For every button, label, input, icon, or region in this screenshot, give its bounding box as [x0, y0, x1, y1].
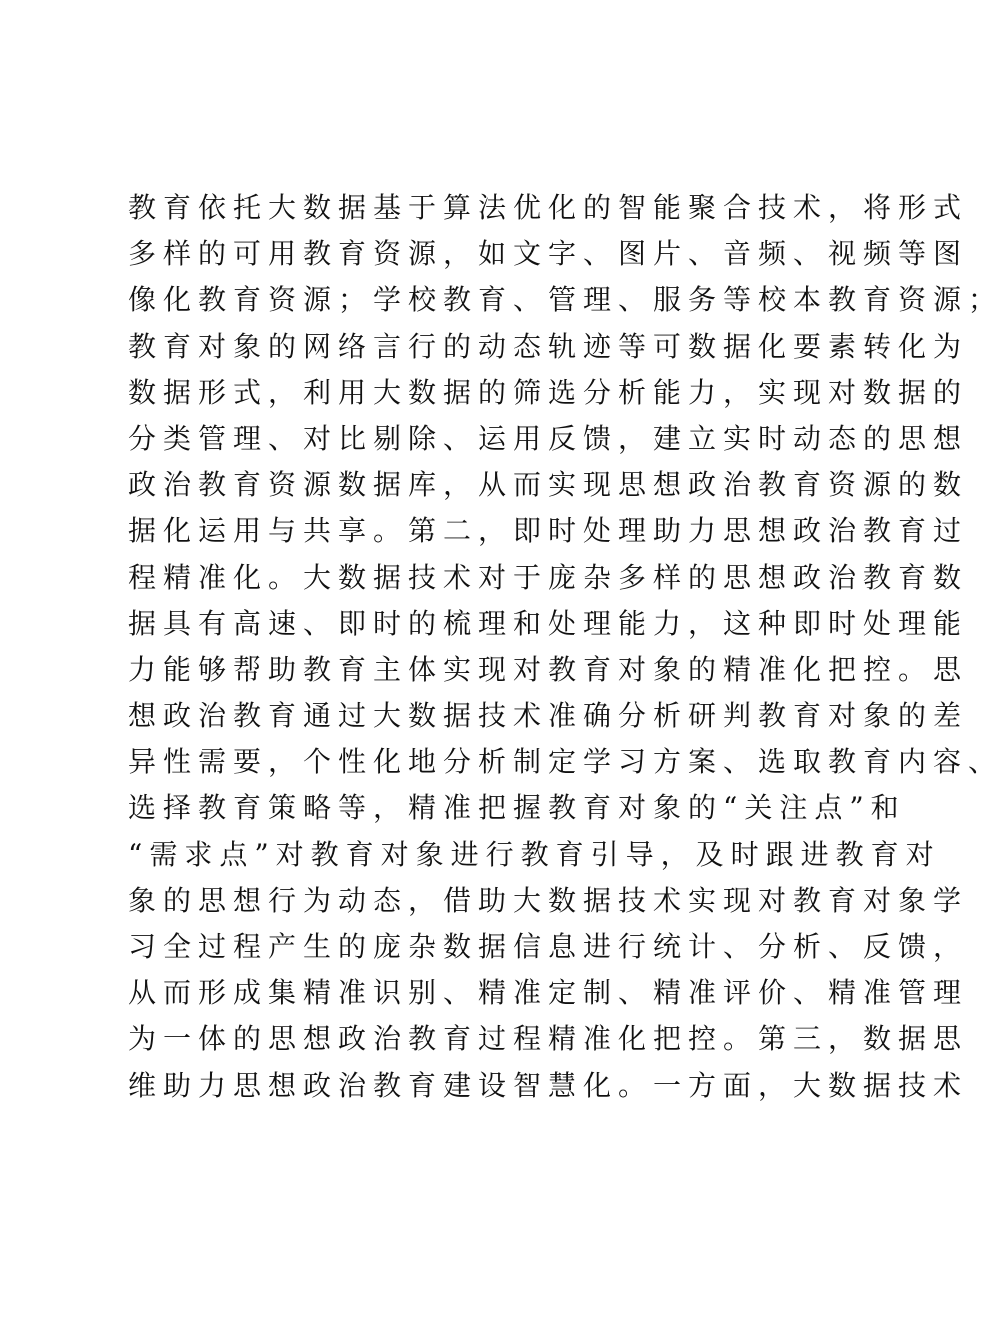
text-line-1: 教育依托大数据基于算法优化的智能聚合技术，将形式: [128, 191, 969, 224]
text-line-11: 力能够帮助教育主体实现对教育对象的精准化把控。思: [128, 652, 969, 686]
text-line-15: “需求点”对教育对象进行教育引导，及时跟进教育对: [128, 837, 941, 871]
text-line-4: 教育对象的网络言行的动态轨迹等可数据化要素转化为: [128, 329, 969, 363]
text-line-6: 分类管理、对比剔除、运用反馈，建立实时动态的思想: [128, 421, 969, 455]
text-line-20: 维助力思想政治教育建设智慧化。一方面，大数据技术: [128, 1068, 969, 1102]
text-line-13: 异性需要，个性化地分析制定学习方案、选取教育内容、: [128, 745, 1003, 779]
text-line-14: 选择教育策略等，精准把握教育对象的“关注点”和: [128, 791, 906, 825]
text-line-3: 像化教育资源；学校教育、管理、服务等校本教育资源；: [128, 283, 1003, 317]
text-line-9: 程精准化。大数据技术对于庞杂多样的思想政治教育数: [128, 560, 969, 594]
text-line-18: 从而形成集精准识别、精准定制、精准评价、精准管理: [128, 976, 969, 1010]
text-line-2: 多样的可用教育资源，如文字、图片、音频、视频等图: [128, 237, 969, 271]
text-line-19: 为一体的思想政治教育过程精准化把控。第三，数据思: [128, 1022, 969, 1056]
text-line-16: 象的思想行为动态，借助大数据技术实现对教育对象学: [128, 883, 969, 917]
text-line-7: 政治教育资源数据库，从而实现思想政治教育资源的数: [128, 468, 969, 502]
text-line-8: 据化运用与共享。第二，即时处理助力思想政治教育过: [128, 514, 969, 548]
body-paragraph: [128, 185, 1003, 1109]
text-line-5: 数据形式，利用大数据的筛选分析能力，实现对数据的: [128, 375, 969, 409]
text-line-12: 想政治教育通过大数据技术准确分析研判教育对象的差: [128, 699, 969, 733]
text-line-10: 据具有高速、即时的梳理和处理能力，这种即时处理能: [128, 606, 969, 640]
text-line-17: 习全过程产生的庞杂数据信息进行统计、分析、反馈，: [128, 930, 969, 963]
